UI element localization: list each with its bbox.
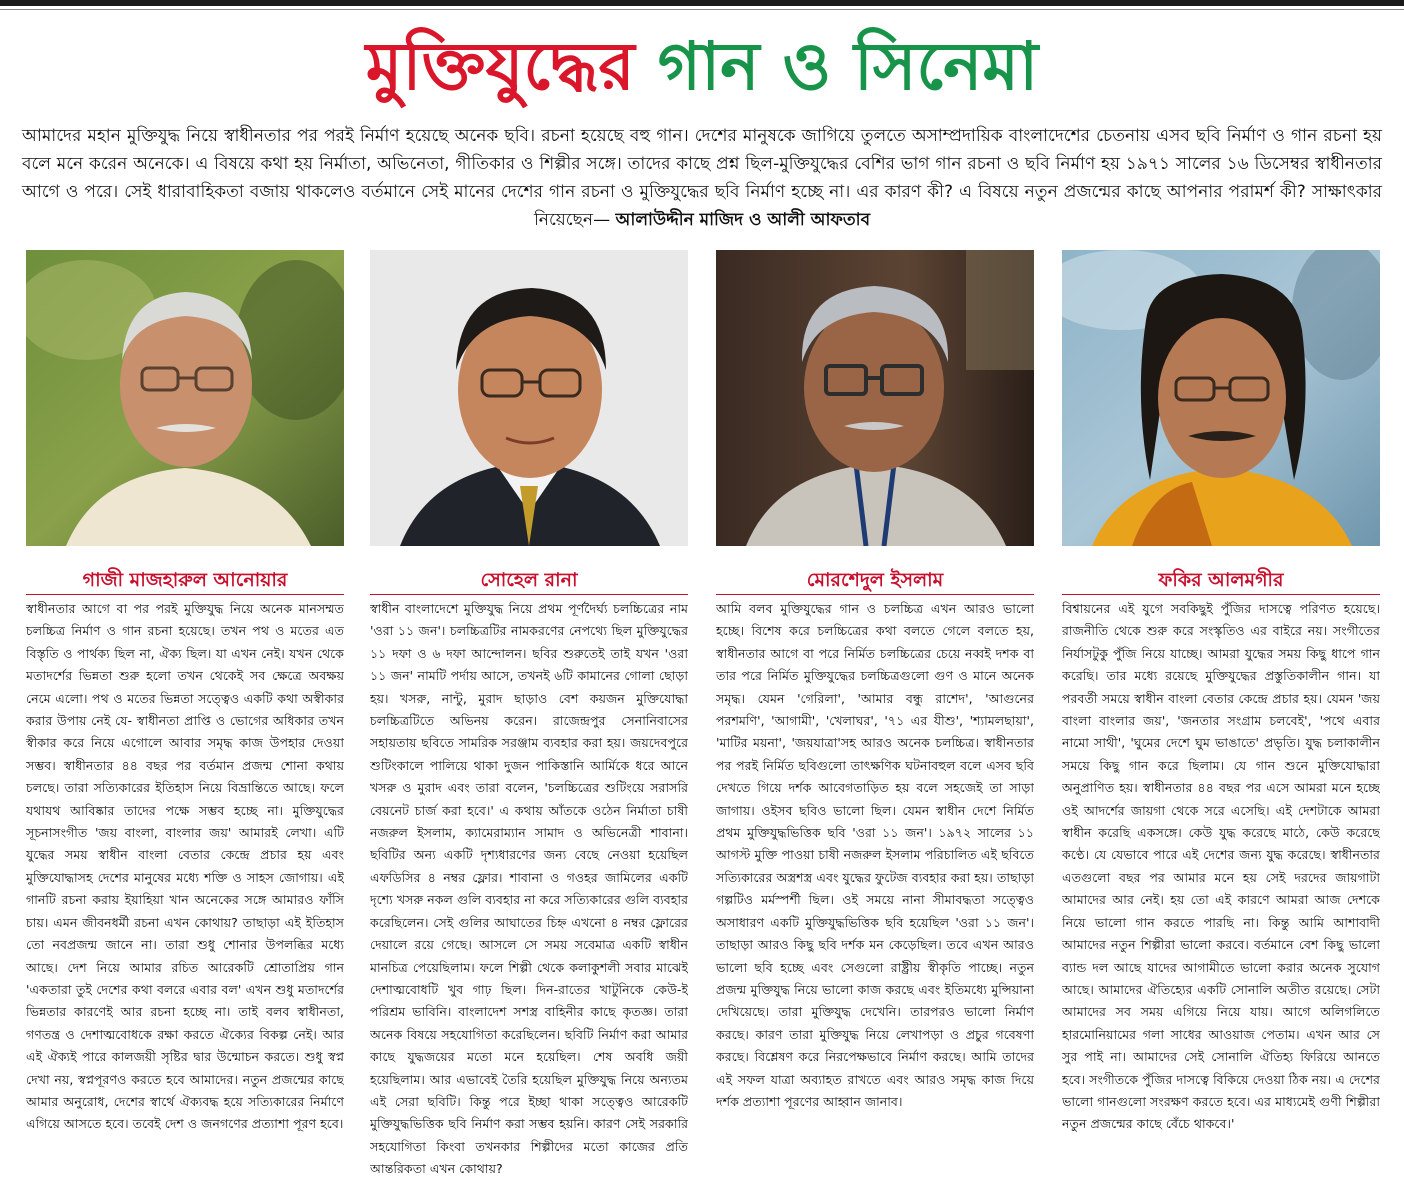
photo-2 xyxy=(370,250,688,546)
headline xyxy=(0,18,1404,114)
column-1-body xyxy=(26,598,344,1180)
column-1-name: গাজী মাজহারুল আনোয়ার xyxy=(82,569,288,591)
column-3-name: মোরশেদুল ইসলাম xyxy=(806,569,944,591)
portrait-photo-2 xyxy=(370,250,688,546)
column-3-paragraph: আমি বলব মুক্তিযুদ্ধের গান ও চলচ্চিত্র এখন আরও ভালো হচ্ছে। বিশেষ করে চলচ্চিত্রের কথা বলতে গেলে বলতে হয়, স্বাধীনতার আগে বা পরে নির্মিত চলচ্চিত্রের চেয়ে নব্বই দশক বা তার পরে নির্মিত মুক্তিযুদ্ধের চলচ্চিত্রগুলো গুণ ও মানে অনেক সমৃদ্ধ। যেমন 'গেরিলা', 'আমার বন্ধু রাশেদ', 'আগুনের পরশমণি', 'আগামী', 'খেলাঘর', '৭১ এর যীশু', 'শ্যামলছায়া', 'মাটির ময়না', 'জয়যাত্রা'সহ আরও অনেক চলচ্চিত্র। স্বাধীনতার পর পরই নির্মিত ছবিগুলো তাৎক্ষণিক ঘটনাবহুল বলে এসব ছবি দেখতে গিয়ে দর্শক আবেগতাড়িত হয় বলে সহজেই তা সাড়া জাগায়। ওইসব ছবিও ভালো ছিল। যেমন স্বাধীন দেশে নির্মিত প্রথম মুক্তিযুদ্ধভিত্তিক ছবি 'ওরা ১১ জন'। ১৯৭২ সালের ১১ আগস্ট মুক্তি পাওয়া চাষী নজরুল ইসলাম পরিচালিত এই ছবিতে সত্যিকারের অস্ত্রশস্ত্র এবং যুদ্ধের ফুটেজ ব্যবহার করা হয়। তাছাড়া গল্পটিও মর্মস্পর্শী ছিল। ওই সময়ে নানা সীমাবদ্ধতা সত্ত্বেও অসাধারণ একটি মুক্তিযুদ্ধভিত্তিক ছবি হয়েছিল 'ওরা ১১ জন'। তাছাড়া আরও কিছু ছবি দর্শক মন কেড়েছিল। তবে এখন আরও ভালো ছবি হচ্ছে এবং সেগুলো রাষ্ট্রীয় স্বীকৃতি পাচ্ছে। নতুন প্রজন্ম মুক্তিযুদ্ধ নিয়ে ভালো কাজ করছে এবং ইতিমধ্যে মুন্সিয়ানা দেখিয়েছে। তারা মুক্তিযুদ্ধ দেখেনি। তারপরও ভালো নির্মাণ করছে। কারণ তারা মুক্তিযুদ্ধ নিয়ে লেখাপড়া ও প্রচুর গবেষণা করছে। বিশ্লেষণ করে নিরপেক্ষভাবে নির্মাণ করছে। আমি তাদের এই সফল যাত্রা অব্যাহত রাখতে এবং আরও সমৃদ্ধ কাজ দিয়ে দর্শক প্রত্যাশা পূরণের আহ্বান জানাব। xyxy=(716,601,1034,1109)
column-3-rule xyxy=(716,594,1034,595)
portrait-photo-1 xyxy=(26,250,344,546)
top-rule xyxy=(0,0,1404,6)
photo-4 xyxy=(1062,250,1380,546)
photo-3 xyxy=(716,250,1034,546)
column-3-body xyxy=(716,598,1034,1180)
portrait-photo-3 xyxy=(716,250,1034,546)
column-4-name: ফকির আলমগীর xyxy=(1158,569,1284,591)
intro-paragraph xyxy=(22,122,1382,234)
column-2-body xyxy=(370,598,688,1180)
intro-byline: আলাউদ্দীন মাজিদ ও আলী আফতাব xyxy=(615,210,871,230)
column-2-paragraph: স্বাধীন বাংলাদেশে মুক্তিযুদ্ধ নিয়ে প্রথম পূর্ণদৈর্ঘ্য চলচ্চিত্রের নাম 'ওরা ১১ জন'। চলচ্চিত্রটির নামকরণের নেপথ্যে ছিল মুক্তিযুদ্ধের ১১ দফা ও ৬ দফা আন্দোলন। ছবির শুরুতেই তাই যখন 'ওরা ১১ জন' নামটি পর্দায় আসে, তখনই ৬টি কামানের গোলা ছোড়া হয়। খসরু, নান্টু, মুরাদ ছাড়াও বেশ কয়জন মুক্তিযোদ্ধা চলচ্চিত্রটিতে অভিনয় করেন। রাজেন্দ্রপুর সেনানিবাসের সহায়তায় ছবিতে সামরিক সরঞ্জাম ব্যবহার করা হয়। জয়দেবপুরে শুটিংকালে পালিয়ে থাকা দুজন পাকিস্তানি আর্মিকে ধরে আনে খসরু ও মুরাদ এবং তারা বলেন, 'চলচ্চিত্রের শুটিংয়ে সরাসরি বেয়নেট চার্জ করা হবে।' এ কথায় আঁতকে ওঠেন নির্মাতা চাষী নজরুল ইসলাম, ক্যামেরাম্যান সামাদ ও অভিনেত্রী শাবানা। ছবিটির অন্য একটি দৃশ্যধারণের জন্য বেছে নেওয়া হয়েছিল এফডিসির ৪ নম্বর ফ্লোর। শাবানা ও গওহর জামিলের একটি দৃশ্যে খসরু নকল গুলি ব্যবহার না করে সত্যিকারের গুলি ব্যবহার করেছিলেন। সেই গুলির আঘাতের চিহ্ন এখনো ৪ নম্বর ফ্লোরের দেয়ালে রয়ে গেছে। আসলে সে সময় সবেমাত্র একটি স্বাধীন মানচিত্র পেয়েছিলাম। ফলে শিল্পী থেকে কলাকুশলী সবার মাঝেই দেশাত্মবোধটি খুব গাঢ় ছিল। দিন-রাতের খাটুনিকে কেউ-ই পরিশ্রম ভাবিনি। বাংলাদেশ সশস্ত্র বাহিনীর কাছে কৃতজ্ঞ। তারা অনেক বিষয়ে সহযোগিতা করেছিলেন। ছবিটি নির্মাণ করা আমার কাছে যুদ্ধজয়ের মতো মনে হয়েছিল। শেষ অবধি জয়ী হয়েছিলাম। আর এভাবেই তৈরি হয়েছিল মুক্তিযুদ্ধ নিয়ে অন্যতম এই সেরা ছবিটি। কিন্তু পরে ইচ্ছা থাকা সত্ত্বেও আরেকটি মুক্তিযুদ্ধভিত্তিক ছবি নির্মাণ করা সম্ভব হয়নি। কারণ সেই সরকারি সহযোগিতা কিংবা তখনকার শিল্পীদের মতো কাজের প্রতি আন্তরিকতা এখন কোথায়? xyxy=(370,601,688,1177)
top-rule-thin xyxy=(0,9,1404,10)
headline-part-red: মুক্তিযুদ্ধের xyxy=(365,27,635,105)
column-1-paragraph: স্বাধীনতার আগে বা পর পরই মুক্তিযুদ্ধ নিয়ে অনেক মানসম্মত চলচ্চিত্র নির্মাণ ও গান রচনা হয়েছে। তখন পথ ও মতের এত বিস্তৃতি ও পার্থক্য ছিল না, ঐক্য ছিল। যা এখন নেই। যখন থেকে মতাদর্শের ভিন্নতা শুরু হলো তখন থেকেই সব ক্ষেত্রে অবক্ষয় নেমে এলো। পথ ও মতের ভিন্নতা সত্ত্বেও একটি কথা অস্বীকার করার উপায় নেই যে- স্বাধীনতা প্রাপ্তি ও ভোগের অধিকার তখন স্বীকার করে নিয়ে এগোলে আবার সমৃদ্ধ কাজ উপহার দেওয়া সম্ভব। স্বাধীনতার ৪৪ বছর পর বর্তমান প্রজন্ম শোনা কথায় চলছে। তারা সত্যিকারের ইতিহাস নিয়ে বিভ্রান্তিতে আছে। ফলে যথাযথ আবিষ্কার তাদের পক্ষে সম্ভব হচ্ছে না। মুক্তিযুদ্ধের সূচনাসংগীত 'জয় বাংলা, বাংলার জয়' আমারই লেখা। এটি যুদ্ধের সময় স্বাধীন বাংলা বেতার কেন্দ্রে প্রচার হয় এবং মুক্তিযোদ্ধাসহ দেশের মানুষের মধ্যে শক্তি ও সাহস জোগায়। এই গানটি রচনা করায় ইয়াহিয়া খান অনেকের সঙ্গে আমারও ফাঁসি চায়। এমন জীবনধর্মী রচনা এখন কোথায়? তাছাড়া এই ইতিহাস তো নবপ্রজন্ম জানে না। তারা শুধু শোনার উপলব্ধির মধ্যে আছে। দেশ নিয়ে আমার রচিত আরেকটি শ্রোতাপ্রিয় গান 'একতারা তুই দেশের কথা বলরে এবার বল' এখন শুধু মতাদর্শের ভিন্নতার কারণেই আর রচনা হচ্ছে না। তাই বলব স্বাধীনতা, গণতন্ত্র ও দেশাত্মবোধকে রক্ষা করতে ঐক্যের বিকল্প নেই। আর এই ঐক্যই পারে কালজয়ী সৃষ্টির দ্বার উন্মোচন করতে। শুধু স্বপ্ন দেখা নয়, স্বপ্নপূরণও করতে হবে আমাদের। নতুন প্রজন্মের কাছে আমার অনুরোধ, দেশের স্বার্থে ঐক্যবদ্ধ হয়ে সত্যিকারের নির্মাণে এগিয়ে আসতে হবে। তবেই দেশ ও জনগণের প্রত্যাশা পূরণ হবে। xyxy=(26,601,344,1132)
column-2-name: সোহেল রানা xyxy=(480,569,578,591)
portrait-photo-4 xyxy=(1062,250,1380,546)
column-4-paragraph: বিশ্বায়নের এই যুগে সবকিছুই পুঁজির দাসত্বে পরিণত হয়েছে। রাজনীতি থেকে শুরু করে সংস্কৃতিও এর বাইরে নয়। সংগীতের নির্যাসটুকু পুঁজি নিয়ে যাচ্ছে। আমরা যুদ্ধের সময় কিছু ধাপে গান করেছি। তার মধ্যে রয়েছে মুক্তিযুদ্ধের প্রস্তুতিকালীন গান। যা পরবর্তী সময়ে স্বাধীন বাংলা বেতার কেন্দ্রে প্রচার হয়। যেমন 'জয় বাংলা বাংলার জয়', 'জনতার সংগ্রাম চলবেই', 'পথে এবার নামো সাথী', 'ঘুমের দেশে ঘুম ভাঙাতে' প্রভৃতি। যুদ্ধ চলাকালীন সময়ে কিছু গান করে ছিলাম। যে গান শুনে মুক্তিযোদ্ধারা অনুপ্রাণিত হয়। স্বাধীনতার ৪৪ বছর পর এসে আমরা মনে হচ্ছে ওই আদর্শের জায়গা থেকে সরে এসেছি। এই দেশটাকে আমরা স্বাধীন করেছি একসঙ্গে। কেউ যুদ্ধ করেছে মাঠে, কেউ করেছে কণ্ঠে। যে যেভাবে পারে এই দেশের জন্য যুদ্ধ করেছে। স্বাধীনতার এতগুলো বছর পর আমার মনে হয় সেই দরদের জায়গাটা আমাদের আর নেই। হয় তো এই কারণে আমরা আজ দেশকে নিয়ে ভালো গান করতে পারছি না। কিন্তু আমি আশাবাদী আমাদের নতুন শিল্পীরা ভালো করবে। বর্তমানে বেশ কিছু ভালো ব্যান্ড দল আছে যাদের আগামীতে ভালো করার অনেক সুযোগ আছে। আমাদের ঐতিহ্যের একটি সোনালি অতীত রয়েছে। সেটা আমাদের সব সময় এগিয়ে নিয়ে যায়। আগে অলিগলিতে হারমোনিয়ামের গলা সাধের আওয়াজ পেতাম। এখন আর সে সুর পাই না। আমাদের সেই সোনালি ঐতিহ্য ফিরিয়ে আনতে হবে। সংগীতকে পুঁজির দাসত্বে বিকিয়ে দেওয়া ঠিক নয়। এ দেশের ভালো গানগুলো সংরক্ষণ করতে হবে। এর মাধ্যমেই গুণী শিল্পীরা নতুন প্রজন্মের কাছে বেঁচে থাকবে।' xyxy=(1062,601,1380,1132)
column-4-rule xyxy=(1062,594,1380,595)
column-2-rule xyxy=(370,594,688,595)
column-4-body xyxy=(1062,598,1380,1180)
column-1-rule xyxy=(26,594,344,595)
photo-1 xyxy=(26,250,344,546)
intro-text: আমাদের মহান মুক্তিযুদ্ধ নিয়ে স্বাধীনতার পর পরই নির্মাণ হয়েছে অনেক ছবি। রচনা হয়েছে বহু গান। দেশের মানুষকে জাগিয়ে তুলতে অসাম্প্রদায়িক বাংলাদেশের চেতনায় এসব ছবি নির্মাণ ও গান রচনা হয় বলে মনে করেন অনেকে। এ বিষয়ে কথা হয় নির্মাতা, অভিনেতা, গীতিকার ও শিল্পীর সঙ্গে। তাদের কাছে প্রশ্ন ছিল-মুক্তিযুদ্ধের বেশির ভাগ গান রচনা ও ছবি নির্মাণ হয় ১৯৭১ সালের ১৬ ডিসেম্বর স্বাধীনতার আগে ও পরে। সেই ধারাবাহিকতা বজায় থাকলেও বর্তমানে সেই মানের দেশের গান রচনা ও মুক্তিযুদ্ধের ছবি নির্মাণ হচ্ছে না। এর কারণ কী? এ বিষয়ে নতুন প্রজন্মের কাছে আপনার পরামর্শ কী? সাক্ষাৎকার নিয়েছেন— xyxy=(22,126,1382,230)
headline-part-green: গান ও সিনেমা xyxy=(657,27,1039,105)
